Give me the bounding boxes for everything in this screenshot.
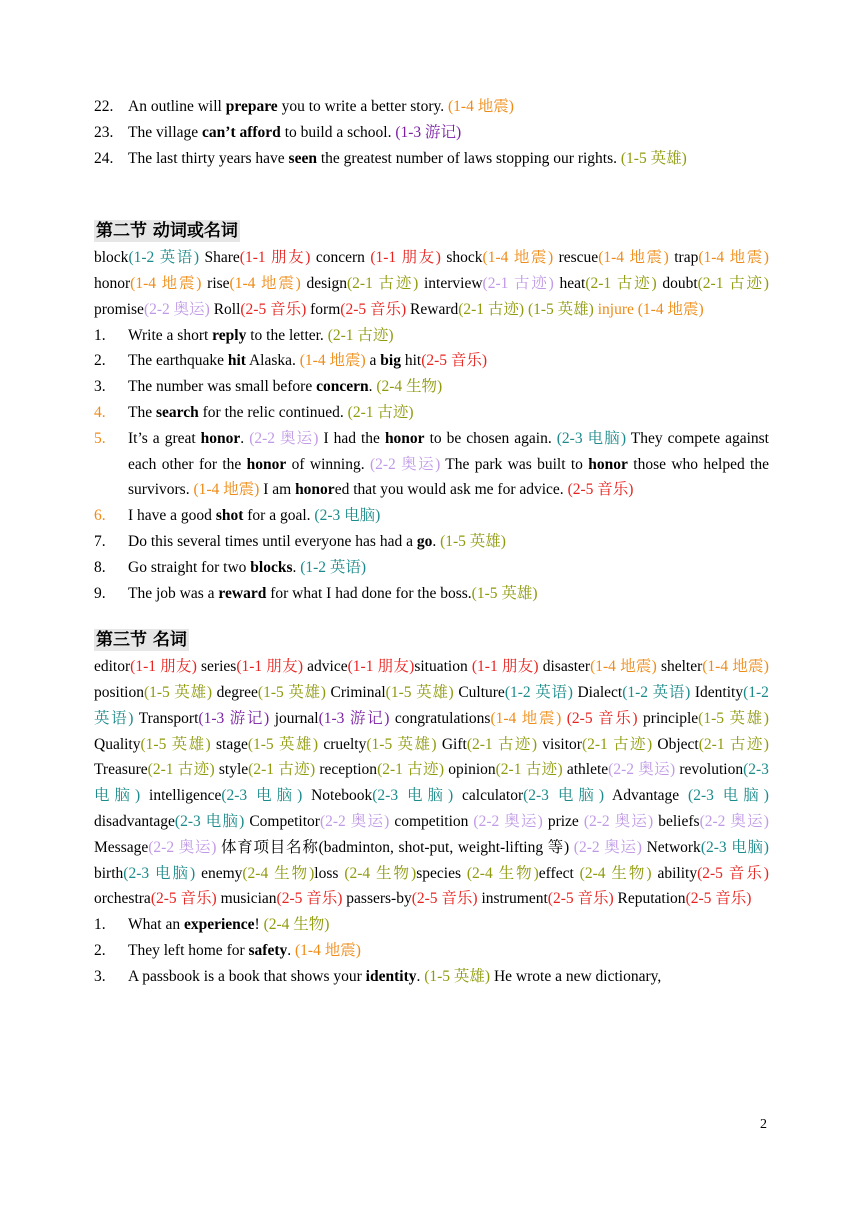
- unit-tag: (1-1 朋友): [347, 658, 415, 676]
- text-segment: I had the: [318, 429, 385, 447]
- text-segment: The park was built to: [440, 455, 589, 473]
- unit-tag: (1-4 地震): [229, 274, 301, 292]
- unit-tag: (1-4 地震): [299, 352, 366, 370]
- text-segment: situation: [414, 658, 472, 676]
- text-segment: Roll: [209, 300, 241, 318]
- unit-tag: (1-2 英语): [504, 683, 573, 701]
- list-item: [94, 348, 769, 374]
- unit-tag: (2-3 电脑): [174, 812, 245, 830]
- text-segment: !: [254, 916, 264, 934]
- text-segment: style: [214, 761, 249, 779]
- text-segment: honor: [94, 274, 131, 292]
- keyword: can’t afford: [202, 123, 281, 141]
- unit-tag: (1-4 地震): [698, 249, 769, 267]
- section-2-word-list: [94, 245, 769, 322]
- text-segment: The: [128, 403, 156, 421]
- text-segment: interview: [418, 274, 483, 292]
- text-segment: shelter: [656, 658, 703, 676]
- unit-tag: (2-1 古迹): [697, 274, 769, 292]
- text-segment: to be chosen again.: [424, 429, 557, 447]
- section-2-heading: 第二节 动词或名词: [96, 221, 238, 242]
- unit-tag: (2-1 古迹): [585, 274, 657, 292]
- item-number: 6.: [94, 507, 106, 525]
- text-segment: promise: [94, 300, 144, 318]
- text-segment: Competitor: [244, 812, 320, 830]
- item-number: 22.: [94, 98, 114, 115]
- text-segment: Message: [94, 838, 149, 856]
- unit-tag: (2-1 古迹): [495, 761, 563, 779]
- list-item: [94, 374, 769, 400]
- unit-tag: (2-4 生物): [466, 864, 539, 882]
- unit-tag: (2-3 电脑): [123, 864, 196, 882]
- keyword: safety: [248, 941, 288, 959]
- text-segment: The number was small before: [128, 378, 317, 396]
- text-segment: for what I had done for the boss.: [266, 584, 472, 602]
- text-segment: I am: [259, 481, 296, 499]
- item-number: 9.: [94, 584, 106, 602]
- unit-tag: (1-5 英雄): [527, 300, 594, 318]
- list-item: [94, 400, 769, 426]
- keyword: big: [380, 352, 401, 370]
- list-item: [94, 938, 769, 964]
- text-segment: trap: [668, 249, 699, 267]
- unit-tag: (2-1 古迹): [327, 326, 394, 344]
- text-segment: Transport: [133, 709, 199, 727]
- text-segment: .: [240, 429, 250, 447]
- unit-tag: (2-1 古迹): [147, 761, 215, 779]
- text-segment: you to write a better story.: [277, 98, 448, 115]
- text-segment: rise: [201, 274, 230, 292]
- unit-tag: (1-2 英语): [300, 558, 367, 576]
- item-number: 1.: [94, 326, 106, 344]
- unit-tag: (2-4 生物): [579, 864, 652, 882]
- unit-tag: (1-4 地震): [590, 658, 657, 676]
- text-segment: principle: [637, 709, 699, 727]
- unit-tag: (1-5 英雄): [620, 149, 687, 167]
- keyword: reply: [212, 326, 247, 344]
- unit-tag: (2-3 电脑): [221, 787, 303, 805]
- text-segment: ed that you would ask me for advice.: [334, 481, 568, 499]
- unit-tag: (1-1 朋友): [471, 658, 539, 676]
- text-segment: beliefs: [653, 812, 700, 830]
- item-text: [128, 503, 769, 529]
- item-number: 5.: [94, 429, 106, 447]
- item-text: [128, 146, 769, 172]
- unit-tag: (2-5 音乐): [421, 352, 488, 370]
- unit-tag: (2-4 生物): [376, 378, 443, 396]
- text-segment: loss: [314, 864, 345, 882]
- unit-tag: (2-1 古迹): [581, 735, 653, 753]
- unit-tag: (1-5 英雄): [366, 735, 437, 753]
- unit-tag: (2-5 音乐): [340, 300, 407, 318]
- keyword: go: [416, 532, 433, 550]
- text-segment: editor: [94, 658, 131, 676]
- text-segment: I have a good: [128, 507, 216, 525]
- section-2-example-list: [94, 323, 769, 607]
- text-segment: Reputation: [613, 890, 686, 908]
- text-segment: species: [416, 864, 467, 882]
- unit-tag: (1-4 地震): [702, 658, 769, 676]
- unit-tag: (2-2 奥运): [319, 812, 390, 830]
- text-segment: rescue: [553, 249, 599, 267]
- text-segment: Do this several times until everyone has had a: [128, 532, 417, 550]
- text-segment: Reward: [406, 300, 459, 318]
- text-segment: doubt: [656, 274, 698, 292]
- unit-tag: (2-5 音乐): [547, 890, 614, 908]
- unit-tag: (1-5 英雄): [257, 683, 326, 701]
- unit-tag: (2-2 奥运): [148, 838, 217, 856]
- keyword: experience: [183, 916, 255, 934]
- unit-tag: (2-2 奥运): [249, 429, 319, 447]
- unit-tag: (1-5 英雄): [471, 584, 538, 602]
- text-segment: to the letter.: [246, 326, 328, 344]
- keyword: hit: [227, 352, 246, 370]
- item-text: [128, 426, 769, 503]
- text-segment: a: [365, 352, 381, 370]
- list-item: [94, 529, 769, 555]
- list-item: [94, 964, 769, 990]
- unit-tag: (1-1 朋友): [370, 249, 441, 267]
- list-item: [94, 555, 769, 581]
- text-segment: A passbook is a book that shows your: [128, 967, 366, 985]
- keyword: blocks: [250, 558, 293, 576]
- unit-tag: (1-4 地震): [490, 709, 562, 727]
- unit-tag: (2-1 古迹): [347, 403, 414, 421]
- text-segment: for the relic continued.: [198, 403, 348, 421]
- text-segment: Gift: [436, 735, 467, 753]
- text-segment: Go straight for two: [128, 558, 251, 576]
- unit-tag: (2-5 音乐): [567, 481, 634, 499]
- unit-tag: (2-2 奥运): [143, 300, 210, 318]
- text-segment: stage: [210, 735, 248, 753]
- unit-tag: (2-5 音乐): [240, 300, 307, 318]
- text-segment: 体育项目名称(badminton, shot-put, weight-lifting 等): [216, 838, 574, 856]
- item-number: 7.: [94, 532, 106, 550]
- text-segment: for a goal.: [243, 507, 315, 525]
- text-segment: Write a short: [128, 326, 213, 344]
- text-segment: those who helped the survivors.: [128, 455, 769, 499]
- text-segment: It’s a great: [128, 429, 201, 447]
- unit-tag: (2-3 电脑): [94, 761, 769, 805]
- section-1-list: [94, 94, 769, 171]
- item-number: 8.: [94, 558, 106, 576]
- unit-tag: (2-3 电脑): [556, 429, 626, 447]
- item-text: [128, 323, 769, 349]
- page-number: 2: [760, 1117, 767, 1132]
- unit-tag: (2-1 古迹): [698, 735, 769, 753]
- text-segment: disaster: [538, 658, 591, 676]
- keyword: honor: [200, 429, 241, 447]
- text-segment: form: [306, 300, 341, 318]
- list-item: [94, 581, 769, 607]
- text-segment: instrument: [477, 890, 548, 908]
- item-number: 2.: [94, 941, 106, 959]
- text-segment: design: [300, 274, 347, 292]
- text-segment: .: [287, 941, 296, 959]
- keyword: honor: [384, 429, 425, 447]
- text-segment: Culture: [453, 683, 505, 701]
- unit-tag: (2-2 奥运): [473, 812, 543, 830]
- text-segment: advice: [303, 658, 348, 676]
- item-text: [128, 964, 769, 990]
- item-number: 2.: [94, 352, 106, 370]
- unit-tag: (1-1 朋友): [239, 249, 311, 267]
- text-segment: revolution: [675, 761, 744, 779]
- unit-tag: (2-1 古迹): [466, 735, 537, 753]
- unit-tag: (2-1 古迹): [458, 300, 525, 318]
- text-segment: passers-by: [342, 890, 412, 908]
- text-segment: .: [432, 532, 441, 550]
- section-3-example-list: [94, 912, 769, 989]
- text-segment: congratulations: [389, 709, 491, 727]
- text-segment: Share: [199, 249, 240, 267]
- unit-tag: (2-3 电脑): [372, 787, 454, 805]
- unit-tag: (2-2 奥运): [369, 455, 441, 473]
- unit-tag: (2-4 生物): [344, 864, 417, 882]
- text-segment: competition: [389, 812, 474, 830]
- unit-tag: (1-5 英雄): [424, 967, 491, 985]
- unit-tag: (2-5 音乐): [411, 890, 478, 908]
- unit-tag: (1-4 地震): [598, 249, 669, 267]
- unit-tag: (1-5 英雄): [143, 683, 212, 701]
- text-segment: birth: [94, 864, 124, 882]
- item-number: 3.: [94, 378, 106, 396]
- text-segment: series: [196, 658, 237, 676]
- text-segment: concern: [310, 249, 371, 267]
- text-segment: intelligence: [140, 787, 222, 805]
- item-text: [128, 912, 769, 938]
- unit-tag: (2-2 奥运): [573, 838, 642, 856]
- text-segment: Notebook: [302, 787, 373, 805]
- document-page: [94, 94, 769, 990]
- unit-tag: (1-3 游记): [198, 709, 270, 727]
- text-segment: block: [94, 249, 129, 267]
- text-segment: enemy: [195, 864, 243, 882]
- unit-tag: (1-5 英雄): [385, 683, 454, 701]
- unit-tag: (1-4 地震): [482, 249, 554, 267]
- keyword: prepare: [225, 98, 278, 115]
- item-text: [128, 938, 769, 964]
- text-segment: Treasure: [94, 761, 148, 779]
- unit-tag: (2-2 奥运): [583, 812, 654, 830]
- keyword: honor: [246, 455, 287, 473]
- text-segment: journal: [269, 709, 319, 727]
- unit-tag: (1-3 游记): [395, 123, 462, 141]
- item-text: [128, 94, 769, 120]
- text-segment: disadvantage: [94, 812, 175, 830]
- unit-tag: (2-3 电脑): [314, 507, 381, 525]
- unit-tag: (1-4 地震): [130, 274, 202, 292]
- unit-tag: (1-2 英语): [622, 683, 691, 701]
- text-segment: opinion: [444, 761, 496, 779]
- unit-tag: (1-1 朋友): [236, 658, 304, 676]
- unit-tag: (2-3 电脑): [523, 787, 604, 805]
- text-segment: musician: [216, 890, 277, 908]
- item-text: [128, 120, 769, 146]
- unit-tag: (2-3 电脑): [688, 787, 769, 805]
- item-number: 23.: [94, 123, 114, 141]
- list-item: [94, 912, 769, 938]
- section-3-word-list: [94, 654, 769, 912]
- text-segment: Quality: [94, 735, 141, 753]
- item-text: [128, 529, 769, 555]
- list-item: [94, 120, 769, 146]
- keyword: identity: [365, 967, 417, 985]
- text-segment: An outline will: [128, 98, 226, 115]
- unit-tag: (1-5 英雄): [247, 735, 319, 753]
- text-segment: They compete against each other for the: [128, 429, 769, 473]
- keyword: search: [155, 403, 199, 421]
- text-segment: What an: [128, 916, 184, 934]
- text-segment: shock: [440, 249, 483, 267]
- text-segment: Alaska.: [245, 352, 300, 370]
- text-segment: The earthquake: [128, 352, 228, 370]
- unit-tag: (2-2 奥运): [608, 761, 676, 779]
- unit-tag: (2-4 生物): [263, 916, 330, 934]
- list-item: [94, 426, 769, 503]
- text-segment: visitor: [537, 735, 582, 753]
- unit-tag: (1-5 英雄): [440, 532, 506, 550]
- keyword: honor: [588, 455, 628, 473]
- text-segment: .: [292, 558, 301, 576]
- section-3-heading: 第三节 名词: [96, 630, 187, 651]
- text-segment: athlete: [562, 761, 609, 779]
- unit-tag: (2-5 音乐): [566, 709, 638, 727]
- text-segment: Network: [641, 838, 701, 856]
- unit-tag: (1-3 游记): [318, 709, 390, 727]
- unit-tag: (2-1 古迹): [347, 274, 419, 292]
- item-number: 24.: [94, 149, 114, 167]
- text-segment: ability: [651, 864, 698, 882]
- text-segment: hit: [400, 352, 422, 370]
- text-segment: orchestra: [94, 890, 151, 908]
- text-segment: effect: [538, 864, 580, 882]
- unit-tag: (2-1 古迹): [248, 761, 316, 779]
- text-segment: The last thirty years have: [128, 149, 289, 167]
- text-segment: Identity: [690, 683, 744, 701]
- unit-tag: (2-1 古迹): [377, 761, 445, 779]
- item-number: 1.: [94, 916, 106, 934]
- unit-tag: injure (1-4 地震): [597, 300, 704, 318]
- keyword: honor: [295, 481, 335, 499]
- list-item: [94, 94, 769, 120]
- list-item: [94, 323, 769, 349]
- item-text: [128, 581, 769, 607]
- unit-tag: (2-5 音乐): [150, 890, 217, 908]
- text-segment: .: [416, 967, 425, 985]
- keyword: reward: [218, 584, 267, 602]
- unit-tag: (1-4 地震): [448, 98, 514, 115]
- item-text: [128, 348, 769, 374]
- unit-tag: (1-2 英语): [128, 249, 200, 267]
- text-segment: The job was a: [128, 584, 219, 602]
- keyword: shot: [215, 507, 244, 525]
- unit-tag: (1-5 英雄): [698, 709, 769, 727]
- unit-tag: (2-2 奥运): [699, 812, 769, 830]
- unit-tag: (2-1 古迹): [482, 274, 554, 292]
- text-segment: Object: [652, 735, 699, 753]
- keyword: concern: [316, 378, 369, 396]
- text-segment: cruelty: [318, 735, 367, 753]
- text-segment: .: [368, 378, 377, 396]
- text-segment: Dialect: [572, 683, 623, 701]
- text-segment: to build a school.: [280, 123, 396, 141]
- unit-tag: (1-4 地震): [295, 941, 361, 959]
- text-segment: heat: [553, 274, 586, 292]
- unit-tag: (2-4 生物): [242, 864, 315, 882]
- text-segment: Criminal: [325, 683, 386, 701]
- item-text: [128, 374, 769, 400]
- text-segment: of winning.: [286, 455, 370, 473]
- keyword: seen: [288, 149, 317, 167]
- text-segment: The village: [128, 123, 203, 141]
- unit-tag: (2-5 音乐): [685, 890, 752, 908]
- unit-tag: (2-3 电脑): [700, 838, 769, 856]
- text-segment: position: [94, 683, 144, 701]
- text-segment: reception: [315, 761, 378, 779]
- text-segment: calculator: [453, 787, 524, 805]
- text-segment: They left home for: [128, 941, 249, 959]
- text-segment: He wrote a new dictionary,: [490, 967, 662, 985]
- unit-tag: (1-4 地震): [193, 481, 260, 499]
- unit-tag: (2-5 音乐): [697, 864, 769, 882]
- text-segment: prize: [542, 812, 584, 830]
- unit-tag: (1-1 朋友): [130, 658, 197, 676]
- item-text: [128, 555, 769, 581]
- text-segment: the greatest number of laws stopping our rights.: [316, 149, 621, 167]
- item-number: 4.: [94, 403, 106, 421]
- item-number: 3.: [94, 967, 106, 985]
- unit-tag: (1-2 英语): [94, 683, 769, 727]
- text-segment: Advantage: [603, 787, 689, 805]
- text-segment: degree: [212, 683, 258, 701]
- unit-tag: (2-5 音乐): [276, 890, 343, 908]
- list-item: [94, 146, 769, 172]
- unit-tag: (1-5 英雄): [140, 735, 211, 753]
- item-text: [128, 400, 769, 426]
- list-item: [94, 503, 769, 529]
